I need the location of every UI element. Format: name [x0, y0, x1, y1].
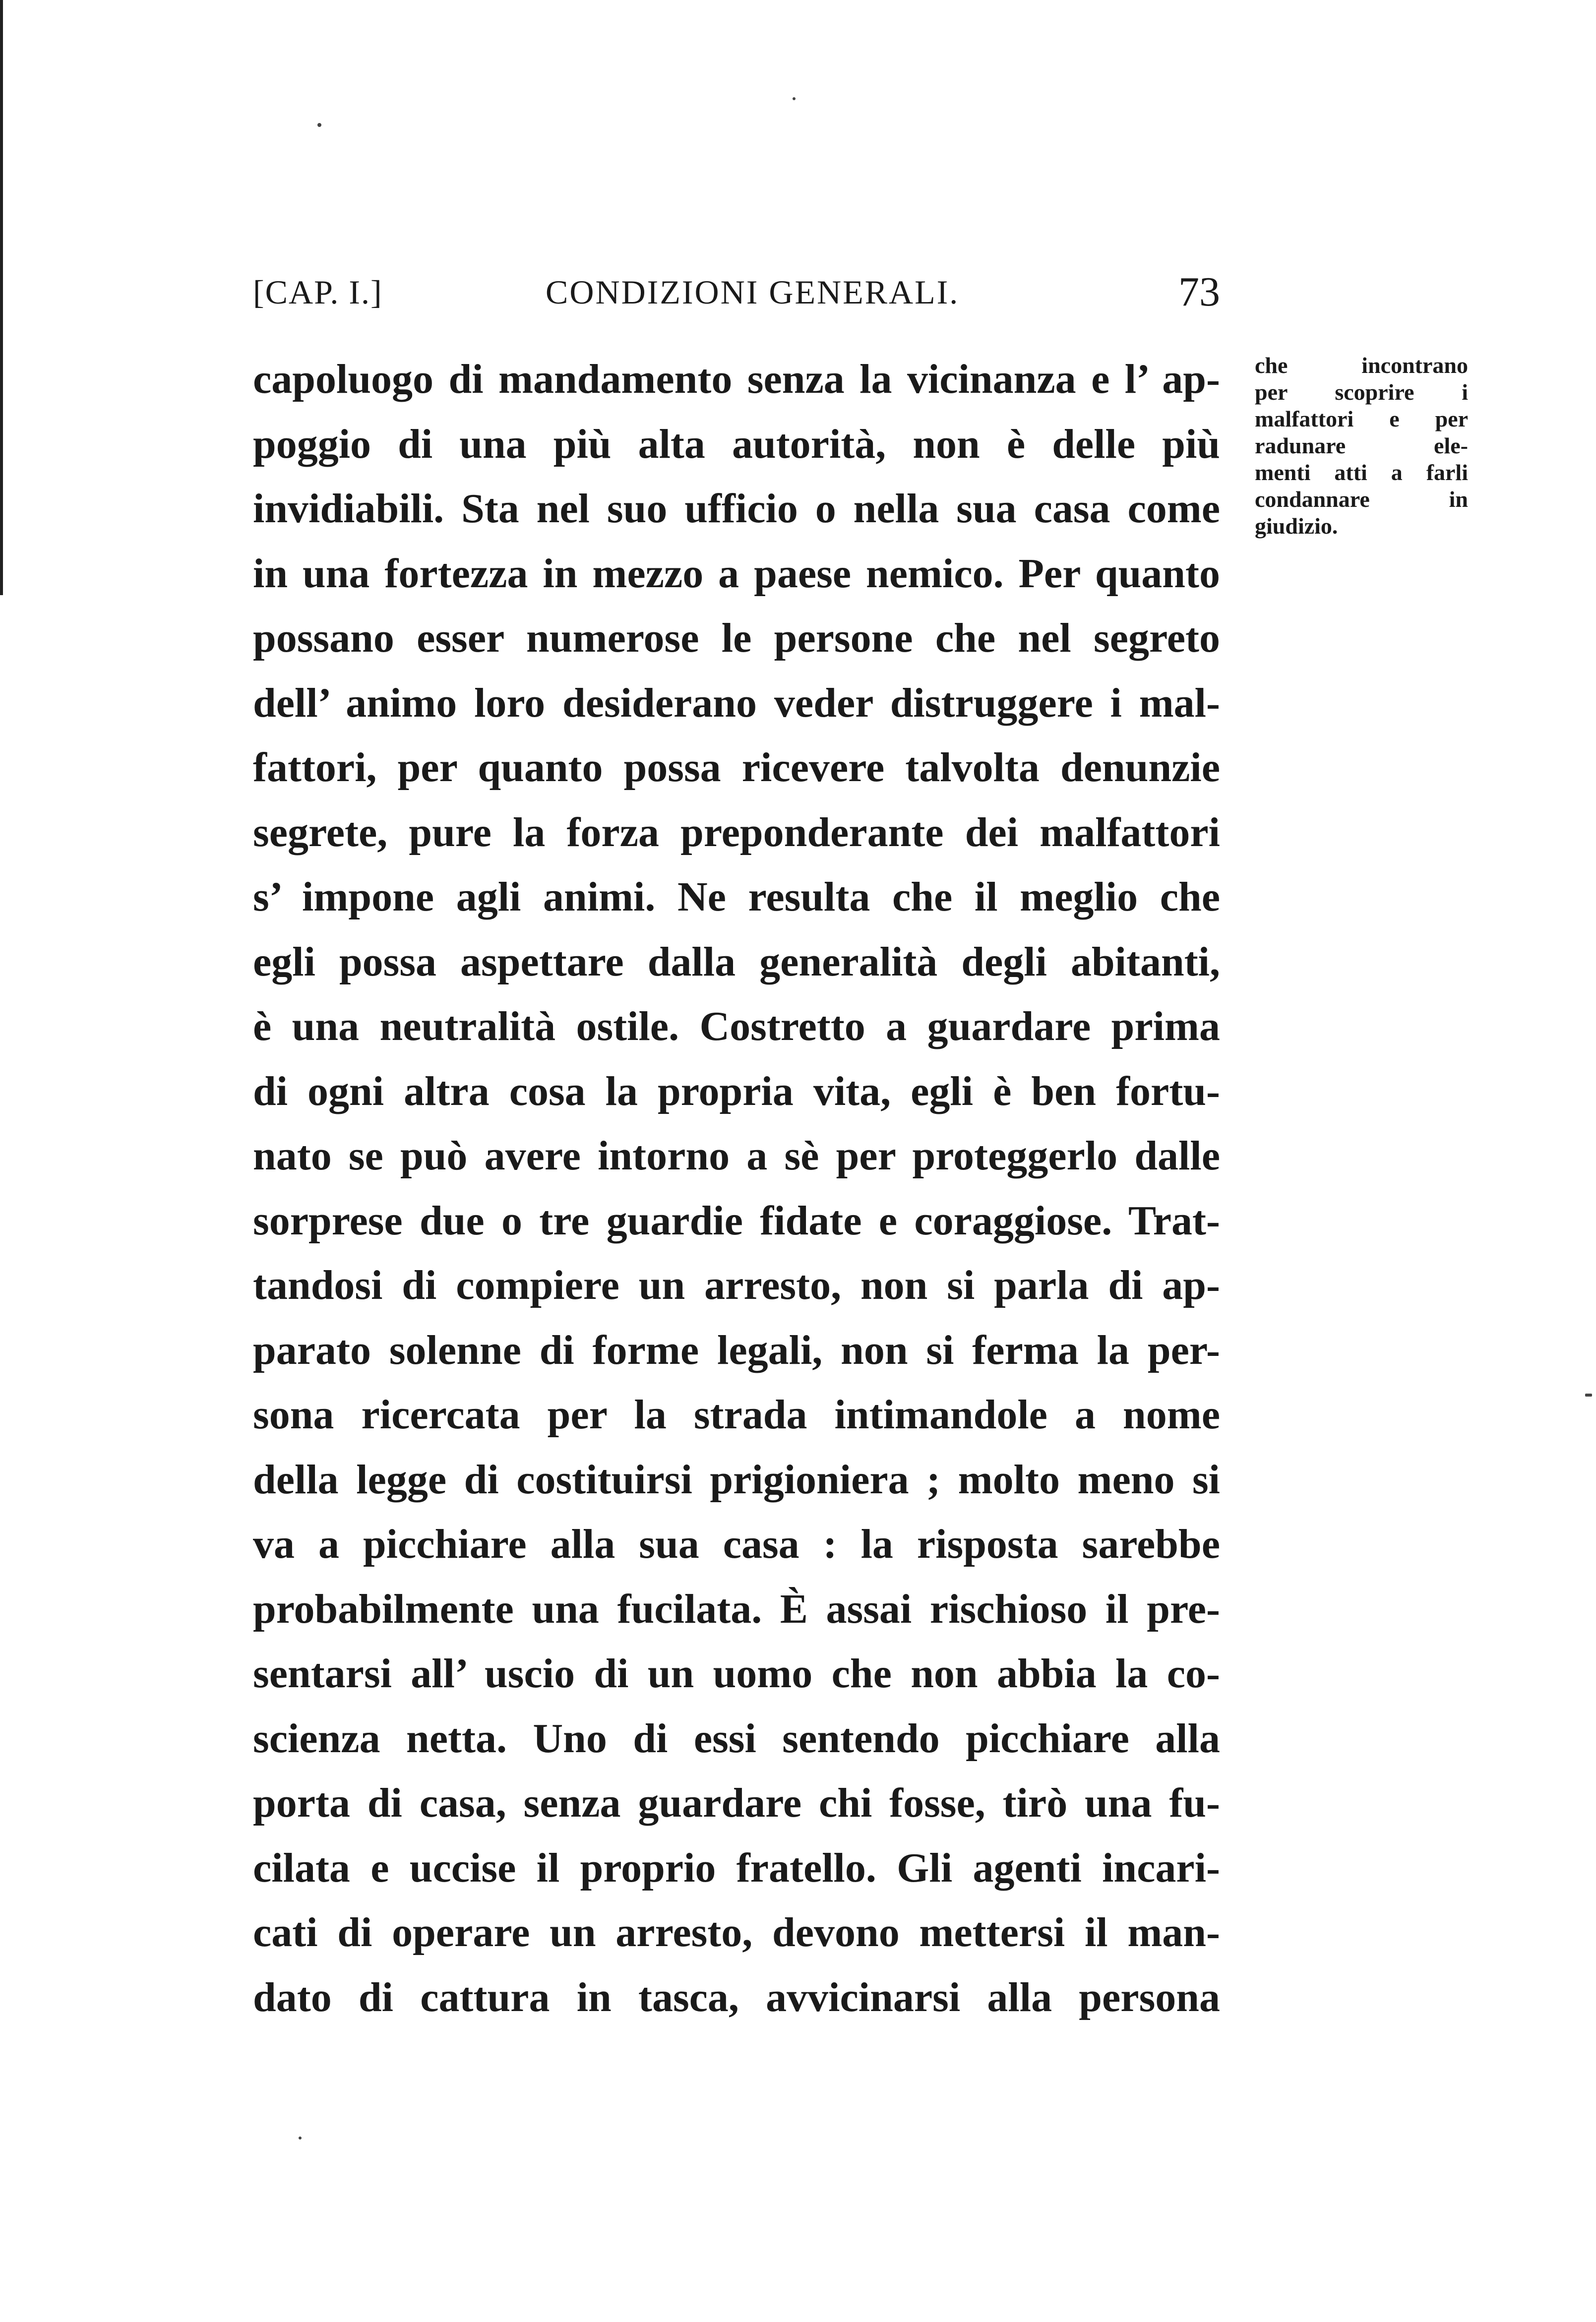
note-line: menti atti a farli [1255, 460, 1468, 485]
note-line: malfattori e per [1255, 406, 1468, 431]
text-line: sona ricercata per la strada intimandole a nome [253, 1392, 1220, 1438]
note-line: condannare in [1255, 487, 1468, 512]
text-line: in una fortezza in mezzo a paese nemico. Per quanto [253, 550, 1220, 597]
page-edge-shadow [0, 0, 3, 595]
text-line: segrete, pure la forza preponderante dei malfattori [253, 809, 1220, 855]
text-line: nato se può avere intorno a sè per proteggerlo dalle [253, 1133, 1220, 1179]
text-line: egli possa aspettare dalla generalità degli abitanti, [253, 938, 1220, 985]
text-line: probabilmente una fucilata. È assai rischioso il pre- [253, 1586, 1220, 1632]
text-line: poggio di una più alta autorità, non è delle più [253, 421, 1220, 467]
text-line: sentarsi all’ uscio di un uomo che non abbia la co- [253, 1650, 1220, 1697]
text-line: fattori, per quanto possa ricevere talvolta denunzie [253, 744, 1220, 791]
note-line: giudizio. [1255, 513, 1338, 539]
text-line: possano esser numerose le persone che nel segreto [253, 615, 1220, 661]
page-number: 73 [1178, 269, 1220, 315]
text-line: cilata e uccise il proprio fratello. Gli agenti incari- [253, 1844, 1220, 1891]
text-line: sorprese due o tre guardie fidate e coraggiose. Trat- [253, 1197, 1220, 1244]
note-line: per scoprire i [1255, 379, 1468, 405]
body-text [253, 347, 1220, 2030]
running-header [253, 263, 1220, 317]
note-line: radunare ele- [1255, 433, 1468, 458]
text-line: capoluogo di mandamento senza la vicinanza e l’ ap- [253, 356, 1220, 402]
text-line: è una neutralità ostile. Costretto a guardare prima [253, 1003, 1220, 1049]
text-line: dell’ animo loro desiderano veder distruggere i mal- [253, 679, 1220, 726]
text-line: di ogni altra cosa la propria vita, egli è ben fortu- [253, 1068, 1220, 1114]
running-title: CONDIZIONI GENERALI. [546, 273, 960, 311]
paper-speck [317, 123, 321, 127]
note-line: che incontrano [1255, 353, 1468, 378]
text-line: dato di cattura in tasca, avvicinarsi alla persona [253, 1974, 1220, 2020]
text-line: invidiabili. Sta nel suo ufficio o nella sua casa come [253, 486, 1220, 532]
text-line: parato solenne di forme legali, non si ferma la per- [253, 1327, 1220, 1373]
text-line: s’ impone agli animi. Ne resulta che il meglio che [253, 874, 1220, 920]
text-line: porta di casa, senza guardare chi fosse, tirò una fu- [253, 1780, 1220, 1826]
text-line: cati di operare un arresto, devono mettersi il man- [253, 1909, 1220, 1955]
paper-speck [299, 2137, 302, 2139]
text-line: scienza netta. Uno di essi sentendo picchiare alla [253, 1715, 1220, 1762]
text-line: va a picchiare alla sua casa : la risposta sarebbe [253, 1521, 1220, 1567]
paper-speck [1585, 1394, 1592, 1397]
marginal-note [1255, 352, 1468, 540]
paper-speck [793, 97, 796, 100]
text-line: della legge di costituirsi prigioniera ; molto meno si [253, 1456, 1220, 1503]
text-line: tandosi di compiere un arresto, non si parla di ap- [253, 1262, 1220, 1308]
chapter-label: [CAP. I.] [253, 273, 383, 311]
